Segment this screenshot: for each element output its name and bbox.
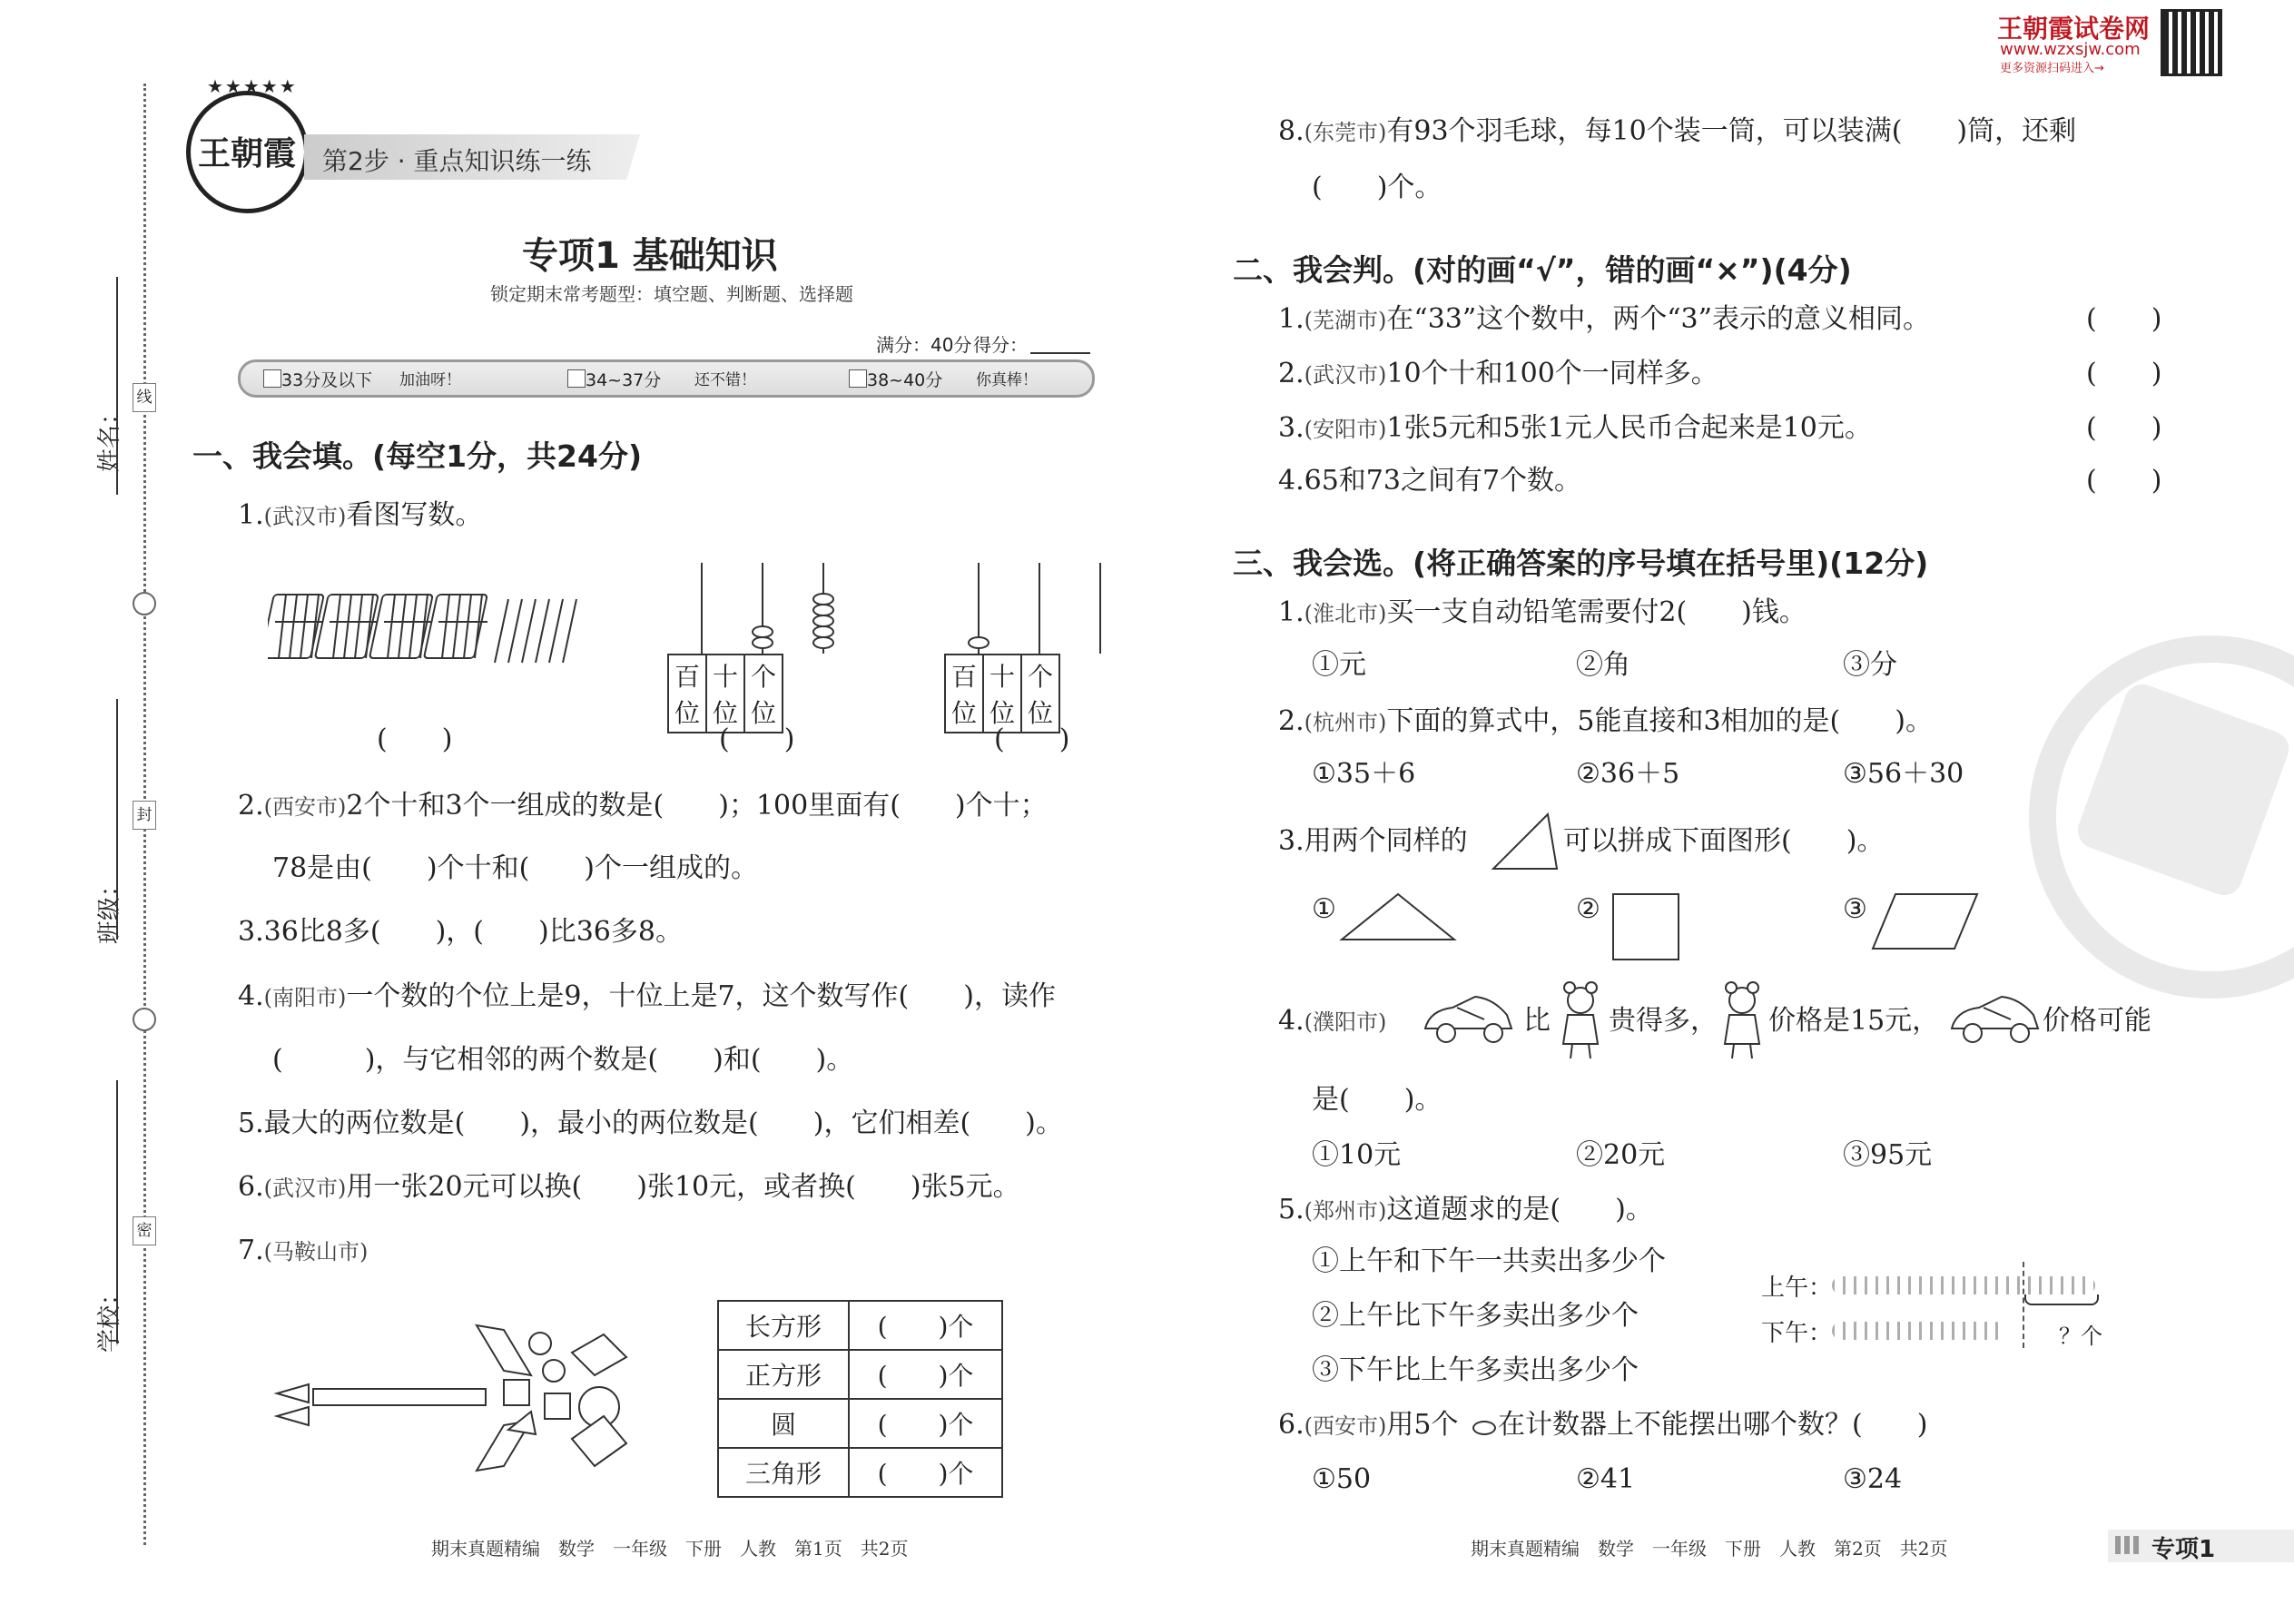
s1-q6 [238, 1169, 1020, 1206]
rating-checkbox[interactable] [567, 369, 586, 388]
shape-count-table [717, 1300, 1003, 1498]
count-cell[interactable]: ( )个 [849, 1350, 1002, 1399]
choice-option[interactable]: ②41 [1576, 1463, 1636, 1495]
shapes-arrow-figure [272, 1321, 635, 1475]
s3-q2 [1278, 704, 1933, 741]
table-row [718, 1448, 1002, 1497]
s3-q3-text: 可以拼成下面图形( )。 [1563, 825, 1885, 857]
judge-answer-blank[interactable]: ( ) [2086, 358, 2162, 389]
judge-item [1278, 410, 1872, 448]
city-tag: (郑州市) [1304, 1198, 1387, 1224]
table-row [718, 1399, 1002, 1448]
choice-option[interactable]: ①元 [1312, 649, 1366, 681]
pm-label: 下午： [1761, 1320, 1833, 1347]
star-icon: ★★★★★ [207, 75, 298, 97]
s1-q2 [238, 788, 1048, 825]
q-number: 5. [1278, 1194, 1305, 1225]
stick-bundle [369, 595, 433, 658]
doll-icon [1554, 980, 1607, 1062]
square-icon [1612, 893, 1679, 960]
city-tag: (南阳市) [263, 985, 347, 1010]
abacus-label: 百位 [668, 655, 706, 733]
q-number: 3. [238, 916, 264, 948]
rating-item [586, 367, 756, 391]
city-tag: (武汉市) [1304, 362, 1387, 388]
toy-car-icon [1947, 988, 2043, 1051]
s3-q5 [1278, 1192, 1653, 1229]
q-number: 8. [1278, 115, 1305, 147]
stick-bundles-figure [268, 581, 595, 672]
choice-option[interactable]: ②36＋5 [1576, 758, 1680, 790]
doll-icon [1716, 980, 1768, 1062]
q-number: 1. [1278, 596, 1305, 628]
qr-code-icon [2161, 9, 2222, 76]
city-tag: (西安市) [263, 794, 347, 820]
section2-title: 二、我会判。(对的画“√”，错的画“×”)(4分) [1233, 252, 1852, 288]
school-label: 学校： [96, 1281, 123, 1353]
abacus-label: 个位 [744, 655, 783, 733]
q-number: 1. [1278, 303, 1305, 335]
class-line [116, 699, 118, 940]
q-text: 用一张20元可以换( )张10元，或者换( )张5元。 [346, 1171, 1020, 1203]
city-tag: (马鞍山市) [263, 1239, 369, 1265]
q-number: 1. [238, 499, 264, 531]
s1-q5 [238, 1106, 1063, 1142]
table-row [718, 1350, 1002, 1399]
triangle-icon [1489, 810, 1561, 873]
choice-option[interactable]: ③24 [1843, 1463, 1903, 1495]
section3-title: 三、我会选。(将正确答案的序号填在括号里)(12分) [1233, 546, 1929, 581]
count-cell[interactable]: ( )个 [849, 1448, 1002, 1497]
s1-q7 [238, 1233, 368, 1270]
q8 [1278, 113, 2076, 151]
answer-blank[interactable]: ( ) [719, 723, 795, 755]
choice-option[interactable]: ③95元 [1843, 1139, 1933, 1171]
logo-text: 王朝霞 [198, 134, 297, 172]
city-tag: (濮阳市) [1304, 1009, 1387, 1035]
s3-q4-end: 价格可能 [2043, 1005, 2151, 1037]
page-subtitle: 锁定期末常考题型：填空题、判断题、选择题 [490, 283, 853, 305]
rating-bar [238, 359, 1095, 398]
sales-diagram [1761, 1262, 2161, 1349]
brand-url: www.wzxsjw.com [2000, 40, 2141, 59]
choice-option[interactable]: ②角 [1576, 649, 1630, 681]
s1-q2-line2: 78是由( )个十和( )个一组成的。 [272, 852, 758, 884]
class-label: 班级： [96, 872, 123, 944]
abacus-label: 十位 [983, 655, 1021, 733]
rating-checkbox[interactable] [849, 369, 867, 388]
abacus-label: 百位 [945, 655, 983, 733]
city-tag: (淮北市) [1304, 601, 1387, 626]
q-text: 用5个 [1386, 1409, 1459, 1441]
page-title: 专项1 基础知识 [522, 235, 778, 277]
q-number: 6. [238, 1171, 264, 1203]
s3-q6-text: 在计数器上不能摆出哪个数？( ) [1498, 1409, 1928, 1441]
s3-q3 [1278, 823, 1468, 860]
stick-bundle [268, 595, 324, 658]
s1-q4-line2: ( )，与它相邻的两个数是( )和( )。 [272, 1044, 854, 1076]
rating-item [867, 367, 1038, 391]
q-text: 2个十和3个一组成的数是( )；100里面有( )个十； [346, 790, 1048, 822]
q-text: 买一支自动铅笔需要付2( )钱。 [1386, 596, 1807, 628]
s1-q4 [238, 979, 1056, 1016]
brand-note: 更多资源扫码进入→ [2000, 62, 2104, 75]
choice-option[interactable]: ③下午比上午多卖出多少个 [1312, 1354, 1639, 1386]
name-label: 姓名： [96, 400, 123, 472]
choice-option[interactable]: ① [1312, 893, 1336, 925]
q-text: 下面的算式中，5能直接和3相加的是( )。 [1386, 705, 1933, 737]
q-text: 10个十和100个一同样多。 [1386, 358, 1718, 389]
footer-dots-icon [2115, 1536, 2142, 1554]
s1-q1 [238, 497, 482, 535]
q-number: 5. [238, 1107, 264, 1139]
rating-range: 34~37分 [586, 370, 662, 390]
city-tag: (杭州市) [1304, 710, 1387, 735]
rating-checkbox[interactable] [263, 369, 281, 388]
q-text: 最大的两位数是( )，最小的两位数是( )，它们相差( )。 [263, 1107, 1063, 1139]
choice-option[interactable]: ①50 [1312, 1463, 1372, 1495]
judge-item [1278, 301, 1930, 339]
q8-line2: ( )个。 [1312, 172, 1442, 203]
count-cell[interactable]: ( )个 [849, 1301, 1002, 1350]
judge-item [1278, 463, 1581, 500]
choice-option[interactable]: ①上午和下午一共卖出多少个 [1312, 1245, 1666, 1277]
step-label: 第2步 · 重点知识练一练 [322, 146, 592, 176]
rating-comment: 还不错！ [694, 371, 756, 389]
city-tag: (芜湖市) [1304, 308, 1387, 333]
q-number: 2. [1278, 705, 1305, 737]
answer-blank[interactable]: ( ) [377, 723, 453, 755]
footer-right: 期末真题精编 数学 一年级 下册 人教 第2页 共2页 [1471, 1538, 1948, 1560]
table-row [718, 1301, 1002, 1350]
brace-icon [2024, 1294, 2099, 1305]
s3-q4-mid: 贵得多， [1609, 1005, 1718, 1037]
choice-option[interactable]: ①35＋6 [1312, 758, 1416, 790]
q-text: 看图写数。 [346, 499, 483, 531]
binding-hole-icon [133, 592, 156, 615]
shape-name: 三角形 [718, 1448, 849, 1497]
q-text: 65和73之间有7个数。 [1304, 465, 1582, 497]
q-number: 4. [1278, 465, 1305, 497]
q-number: 4. [1278, 1005, 1305, 1037]
q-number: 2. [238, 790, 264, 822]
cut-char: 密 [133, 1216, 156, 1245]
question-count: ？个 [2059, 1324, 2102, 1349]
abacus-label: 个位 [1021, 655, 1059, 733]
score-line [1030, 352, 1090, 354]
stick-bundle [424, 595, 487, 658]
rating-comment: 你真棒！ [976, 371, 1038, 389]
bead-icon [1472, 1421, 1496, 1435]
q-text: 一个数的个位上是9，十位上是7，这个数写作( )，读作 [346, 980, 1056, 1012]
judge-item [1278, 356, 1718, 393]
s3-q1 [1278, 595, 1807, 632]
binding-hole-icon [133, 1008, 156, 1031]
rating-comment: 加油呀！ [399, 371, 461, 389]
stick-bundle [315, 595, 379, 658]
footer-tag: 专项1 [2151, 1536, 2216, 1563]
s3-q4-num [1278, 1003, 1386, 1040]
cut-char: 封 [133, 801, 156, 830]
pm-items [1832, 1322, 2004, 1340]
footer-left: 期末真题精编 数学 一年级 下册 人教 第1页 共2页 [431, 1538, 909, 1560]
name-line [116, 277, 118, 495]
abacus-rods [667, 563, 858, 654]
judge-answer-blank[interactable]: ( ) [2086, 303, 2162, 335]
city-tag: (西安市) [1304, 1413, 1387, 1439]
choice-option[interactable]: ③56＋30 [1843, 758, 1964, 790]
abacus-rods [944, 563, 1135, 654]
logo-badge [186, 75, 309, 213]
city-tag: (安阳市) [1304, 417, 1387, 442]
city-tag: (武汉市) [263, 504, 347, 529]
score-full: 满分：40分 [876, 334, 972, 356]
shape-name: 长方形 [718, 1301, 849, 1350]
choice-option[interactable]: ② [1576, 893, 1600, 925]
judge-answer-blank[interactable]: ( ) [2086, 412, 2162, 444]
rating-range: 38~40分 [867, 370, 943, 390]
am-items [1832, 1276, 2095, 1294]
parallelogram-icon [1868, 890, 1982, 953]
shape-name: 圆 [718, 1399, 849, 1448]
s3-q4-bi: 比 [1523, 1005, 1551, 1037]
s3-q4-price: 价格是15元， [1768, 1005, 1940, 1037]
choice-option[interactable]: ③分 [1843, 649, 1897, 681]
divider-line [2023, 1262, 2024, 1348]
rating-item [281, 367, 461, 391]
abacus-label: 十位 [706, 655, 744, 733]
s1-q3 [238, 914, 683, 950]
q-text: 这道题求的是( )。 [1386, 1194, 1653, 1225]
s3-q4-line2: 是( )。 [1312, 1084, 1442, 1116]
choice-option[interactable]: ②上午比下午多卖出多少个 [1312, 1300, 1639, 1332]
score-get: 得分： [973, 334, 1028, 356]
s3-q6 [1278, 1407, 1458, 1444]
city-tag: (东莞市) [1304, 120, 1387, 145]
brand-name: 王朝霞试卷网 [1997, 14, 2151, 44]
q-text: 1张5元和5张1元人民币合起来是10元。 [1386, 412, 1872, 444]
q-text: 有93个羽毛球，每10个装一筒，可以装满( )筒，还剩 [1386, 115, 2077, 147]
cut-char: 线 [133, 383, 156, 412]
judge-answer-blank[interactable]: ( ) [2086, 465, 2162, 497]
q-number: 4. [238, 980, 264, 1012]
q-number: 2. [1278, 358, 1305, 389]
choice-option[interactable]: ②20元 [1576, 1139, 1666, 1171]
q-number: 3. [1278, 412, 1305, 444]
count-cell[interactable]: ( )个 [849, 1399, 1002, 1448]
choice-option[interactable]: ①10元 [1312, 1139, 1402, 1171]
q-number: 7. [238, 1235, 264, 1266]
choice-option[interactable]: ③ [1843, 893, 1867, 925]
q-text: 在“33”这个数中，两个“3”表示的意义相同。 [1386, 303, 1930, 335]
rating-range: 33分及以下 [281, 370, 373, 390]
am-label: 上午： [1761, 1275, 1833, 1302]
toy-car-icon [1421, 988, 1516, 1051]
section1-title: 一、我会填。(每空1分，共24分) [192, 438, 643, 474]
q-text: 用两个同样的 [1304, 825, 1468, 857]
big-triangle-icon [1339, 890, 1457, 944]
q-number: 3. [1278, 825, 1305, 857]
loose-sticks [495, 599, 576, 663]
q-number: 6. [1278, 1409, 1305, 1441]
answer-blank[interactable]: ( ) [994, 723, 1070, 755]
q-text: 36比8多( )，( )比36多8。 [263, 916, 683, 948]
school-line [116, 1080, 118, 1343]
shape-name: 正方形 [718, 1350, 849, 1399]
city-tag: (武汉市) [263, 1176, 347, 1201]
